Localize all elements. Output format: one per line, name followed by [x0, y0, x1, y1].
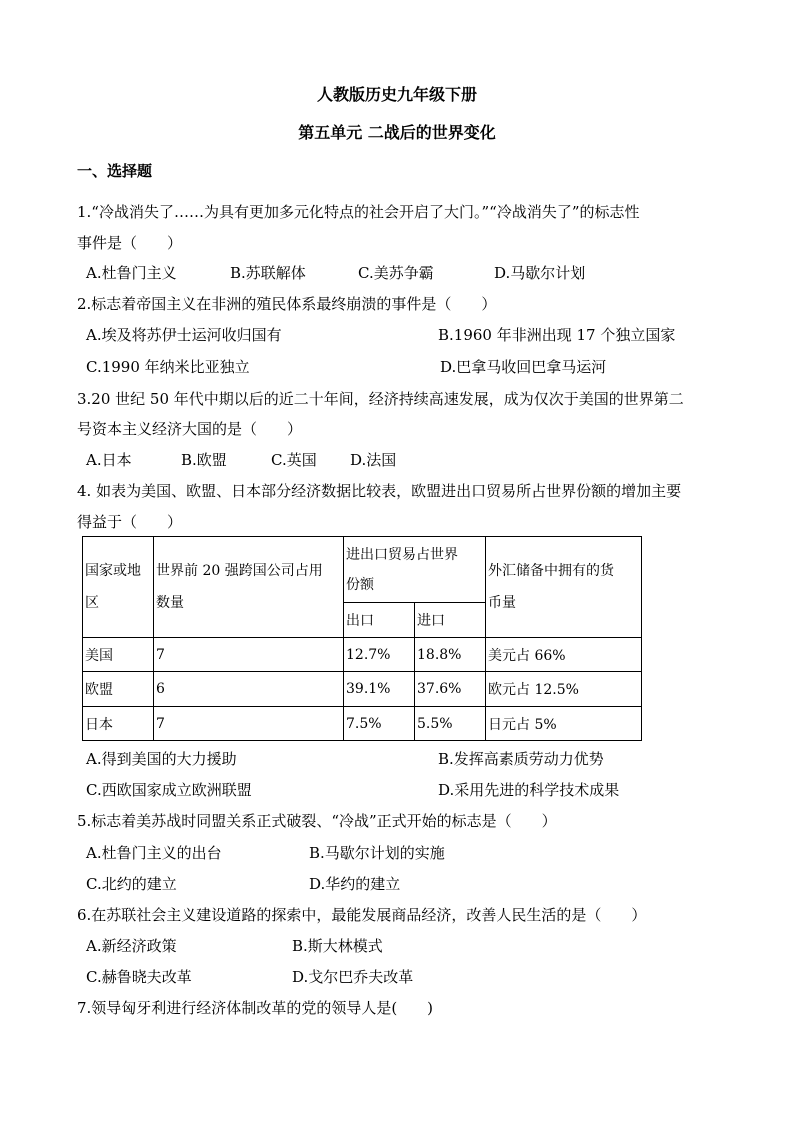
question-3-text-cont: 号资本主义经济大国的是（ ） — [77, 420, 303, 438]
header-export: 出口 — [344, 603, 415, 638]
cell-country: 欧盟 — [83, 672, 154, 707]
question-1-text: 1.“冷战消失了……为具有更加多元化特点的社会开启了大门。”“冷战消失了”的标志性 — [77, 203, 640, 221]
question-4-text-cont: 得益于（ ） — [77, 513, 183, 531]
question-4-option-d: D.采用先进的科学技术成果 — [438, 781, 620, 799]
question-4-option-c: C.西欧国家成立欧洲联盟 — [86, 781, 252, 799]
header-forex-reserve: 外汇储备中拥有的货 币量 — [486, 537, 642, 638]
header-trade-share: 进出口贸易占世界 份额 — [344, 537, 486, 603]
question-6-option-c: C.赫鲁晓夫改革 — [86, 968, 192, 986]
question-5-text: 5.标志着美苏战时同盟关系正式破裂、“冷战”正式开始的标志是（ ） — [77, 812, 557, 830]
question-6-option-d: D.戈尔巴乔夫改革 — [292, 968, 414, 986]
cell-mnc: 6 — [154, 672, 344, 707]
cell-import: 37.6% — [415, 672, 486, 707]
question-5-option-b: B.马歇尔计划的实施 — [309, 844, 445, 862]
question-1-option-b: B.苏联解体 — [230, 264, 306, 282]
question-2-option-b: B.1960 年非洲出现 17 个独立国家 — [438, 326, 676, 344]
question-1-option-c: C.美苏争霸 — [358, 264, 434, 282]
cell-forex: 欧元占 12.5% — [486, 672, 642, 707]
cell-export: 7.5% — [344, 707, 415, 741]
cell-country: 美国 — [83, 638, 154, 672]
question-2-option-d: D.巴拿马收回巴拿马运河 — [440, 358, 607, 376]
section-heading: 一、选择题 — [77, 162, 153, 180]
table-row — [83, 672, 642, 707]
question-2-text: 2.标志着帝国主义在非洲的殖民体系最终崩溃的事件是（ ） — [77, 295, 497, 313]
table-header-row — [83, 537, 642, 603]
question-6-text: 6.在苏联社会主义建设道路的探索中，最能发展商品经济，改善人民生活的是（ ） — [77, 906, 647, 924]
question-5-option-d: D.华约的建立 — [309, 875, 401, 893]
question-2-option-c: C.1990 年纳米比亚独立 — [86, 358, 250, 376]
cell-mnc: 7 — [154, 638, 344, 672]
cell-import: 18.8% — [415, 638, 486, 672]
question-1-option-a: A.杜鲁门主义 — [86, 264, 177, 282]
document-title: 人教版历史九年级下册 — [316, 85, 477, 104]
question-3-option-d: D.法国 — [350, 451, 397, 469]
question-2-option-a: A.埃及将苏伊士运河收归国有 — [86, 326, 282, 344]
question-4-option-a: A.得到美国的大力援助 — [86, 750, 237, 768]
question-3-option-a: A.日本 — [86, 451, 132, 469]
cell-country: 日本 — [83, 707, 154, 741]
question-5-option-a: A.杜鲁门主义的出台 — [86, 844, 222, 862]
unit-title: 第五单元 二战后的世界变化 — [298, 123, 496, 142]
cell-forex: 美元占 66% — [486, 638, 642, 672]
question-1-option-d: D.马歇尔计划 — [494, 264, 586, 282]
header-import: 进口 — [415, 603, 486, 638]
question-1-text-cont: 事件是（ ） — [77, 234, 183, 252]
question-4-text: 4. 如表为美国、欧盟、日本部分经济数据比较表，欧盟进出口贸易所占世界份额的增加主要 — [77, 482, 682, 500]
question-5-option-c: C.北约的建立 — [86, 875, 177, 893]
economic-data-table — [82, 536, 642, 741]
question-4-option-b: B.发挥高素质劳动力优势 — [438, 750, 604, 768]
question-7-text: 7.领导匈牙利进行经济体制改革的党的领导人是( ) — [77, 999, 434, 1017]
cell-import: 5.5% — [415, 707, 486, 741]
table-row — [83, 707, 642, 741]
question-3-text: 3.20 世纪 50 年代中期以后的近二十年间，经济持续高速发展，成为仅次于美国的世界第二 — [77, 390, 684, 408]
question-3-option-b: B.欧盟 — [181, 451, 227, 469]
cell-mnc: 7 — [154, 707, 344, 741]
table-row — [83, 638, 642, 672]
question-3-option-c: C.英国 — [271, 451, 317, 469]
cell-export: 12.7% — [344, 638, 415, 672]
question-6-option-a: A.新经济政策 — [86, 937, 177, 955]
header-mnc-count: 世界前 20 强跨国公司占用 数量 — [154, 537, 344, 638]
cell-forex: 日元占 5% — [486, 707, 642, 741]
header-country: 国家或地 区 — [83, 537, 154, 638]
cell-export: 39.1% — [344, 672, 415, 707]
question-6-option-b: B.斯大林模式 — [292, 937, 383, 955]
